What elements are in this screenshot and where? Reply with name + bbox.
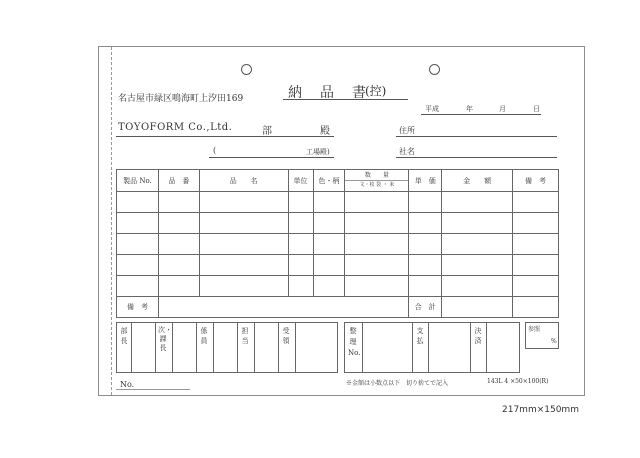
recipient-underline (116, 136, 334, 137)
approval-receipt: 受領 (282, 327, 290, 345)
reference-label: 参照 (528, 326, 541, 333)
header-color-type: 色・柄 (313, 170, 345, 192)
footer-note: ※金額は小数点以下 切り捨てで記入 (346, 380, 449, 387)
company-name-underline (396, 157, 557, 158)
table-row (117, 234, 559, 255)
table-footer-row (117, 297, 559, 318)
approval-box-left (116, 322, 338, 373)
perforation-line (111, 47, 112, 395)
approval-charge: 担当 (241, 327, 249, 345)
table-row (117, 213, 559, 234)
recipient-company: TOYOFORM Co.,Ltd. (118, 122, 233, 133)
date-year: 年 (466, 105, 473, 113)
approval-settlement: 決済 (474, 327, 482, 345)
factory-open-paren: ( (213, 146, 217, 155)
factory-underline (209, 157, 334, 158)
footer-total-label: 合 計 (409, 297, 442, 318)
approval-filing-no: 整理No. (348, 327, 361, 357)
document-title: 納 品 書 (288, 85, 368, 101)
title-underline (283, 99, 408, 100)
footer-remarks-value (158, 297, 408, 318)
header-remarks: 備 考 (513, 170, 559, 192)
address-underline (396, 136, 557, 137)
paper-size: 217mm×150mm (502, 405, 579, 415)
approval-section-head: 次・課長 (158, 326, 172, 352)
table-row (117, 192, 559, 213)
header-unit-price: 単 価 (409, 170, 442, 192)
table-row (117, 255, 559, 276)
date-era: 平成 (425, 105, 439, 113)
punch-hole-right (429, 64, 440, 75)
footer-total-value (442, 297, 513, 318)
company-name-label: 社名 (399, 147, 415, 156)
slip-number-underline (116, 389, 190, 390)
footer-blank (513, 297, 559, 318)
header-amount: 金 額 (442, 170, 513, 192)
footer-remarks-label: 備 考 (117, 297, 159, 318)
header-quantity-label: 数 量 (364, 172, 389, 179)
approval-payment: 支払 (416, 327, 424, 345)
punch-hole-left (241, 64, 252, 75)
header-quantity-sub: 文・枚 袋 ・ 米 (345, 180, 408, 189)
items-table (116, 169, 559, 318)
header-part-no: 品 番 (158, 170, 199, 192)
table-header-row (117, 170, 559, 192)
approval-staff: 係員 (200, 327, 208, 345)
date-month: 月 (499, 105, 506, 113)
recipient-honorific: 殿 (320, 126, 330, 137)
reference-unit: % (551, 338, 557, 345)
date-underline (421, 114, 541, 115)
header-quantity (345, 170, 409, 192)
factory-label: 工場殿) (306, 148, 330, 156)
recipient-department: 部 (262, 126, 272, 137)
address-label: 住所 (399, 126, 415, 135)
approval-dept-head: 部長 (120, 327, 128, 345)
slip-number-label: No. (120, 380, 135, 389)
header-item-name: 品 名 (199, 170, 288, 192)
sender-address: 名古屋市緑区鳴海町上汐田169 (118, 94, 244, 104)
approval-box-right (344, 322, 520, 373)
date-day: 日 (533, 105, 540, 113)
header-unit: 単位 (288, 170, 313, 192)
form-code: 143L 4 ×50×100(R) (487, 378, 549, 385)
table-row (117, 276, 559, 297)
document-title-note: (控) (365, 84, 387, 98)
header-product-no: 製品 No. (117, 170, 159, 192)
